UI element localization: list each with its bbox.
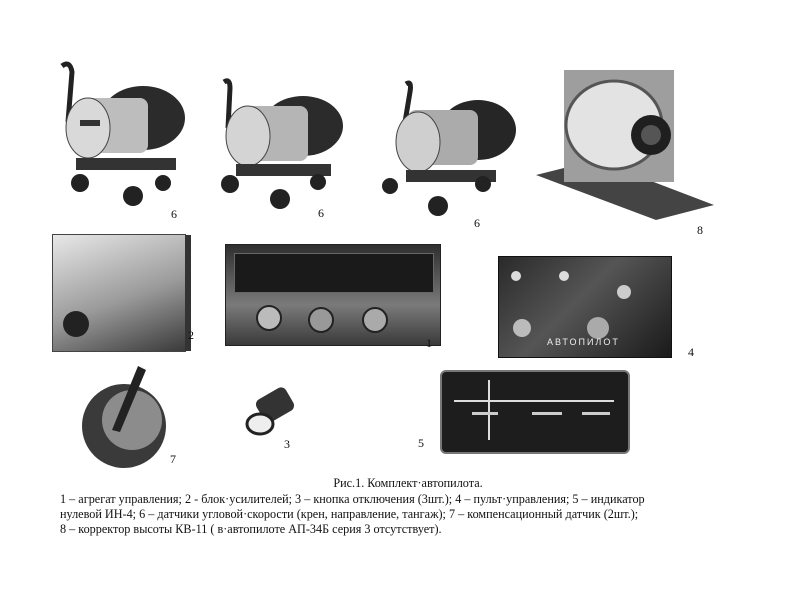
control-unit-photo xyxy=(225,244,441,346)
figure-label-3: 3 xyxy=(284,437,290,451)
compensation-sensor-photo xyxy=(72,360,172,468)
figure-label-4: 4 xyxy=(688,345,694,359)
figure-label-7: 7 xyxy=(170,452,176,466)
caption-line-3: 8 – корректор высоты КВ-11 ( в·автопилоте АП-34Б серия 3 отсутствует). xyxy=(60,522,442,536)
figure-label-2: 2 xyxy=(188,328,194,342)
disconnect-button-photo xyxy=(242,384,298,440)
figure-label-6a: 6 xyxy=(171,207,177,221)
angular-rate-sensor-b-photo xyxy=(208,74,348,219)
control-panel-inscription: АВТОПИЛОТ xyxy=(547,337,620,347)
autopilot-control-panel-photo xyxy=(498,256,672,358)
caption-title: Рис.1. Комплект·автопилота. xyxy=(333,476,483,490)
altitude-corrector-photo xyxy=(536,70,716,220)
figure-caption xyxy=(60,476,756,537)
caption-line-2: нулевой ИН-4; 6 – датчики угловой·скорости (крен, направление, тангаж); 7 – компенсационный датчик (2шт.); xyxy=(60,507,639,521)
figure-label-6c: 6 xyxy=(474,216,480,230)
angular-rate-sensor-c-photo xyxy=(378,78,518,223)
figure-label-8: 8 xyxy=(697,223,703,237)
zero-indicator-photo xyxy=(440,370,630,454)
figure-label-6b: 6 xyxy=(318,206,324,220)
amplifier-block-photo xyxy=(52,234,186,352)
angular-rate-sensor-a-photo xyxy=(48,58,188,218)
caption-line-1: 1 – агрегат управления; 2 - блок·усилителей; 3 – кнопка отключения (3шт.); 4 – пульт·управления; 5 – индикатор xyxy=(60,492,645,506)
figure-label-1: 1 xyxy=(426,336,432,350)
figure-label-5: 5 xyxy=(418,436,424,450)
